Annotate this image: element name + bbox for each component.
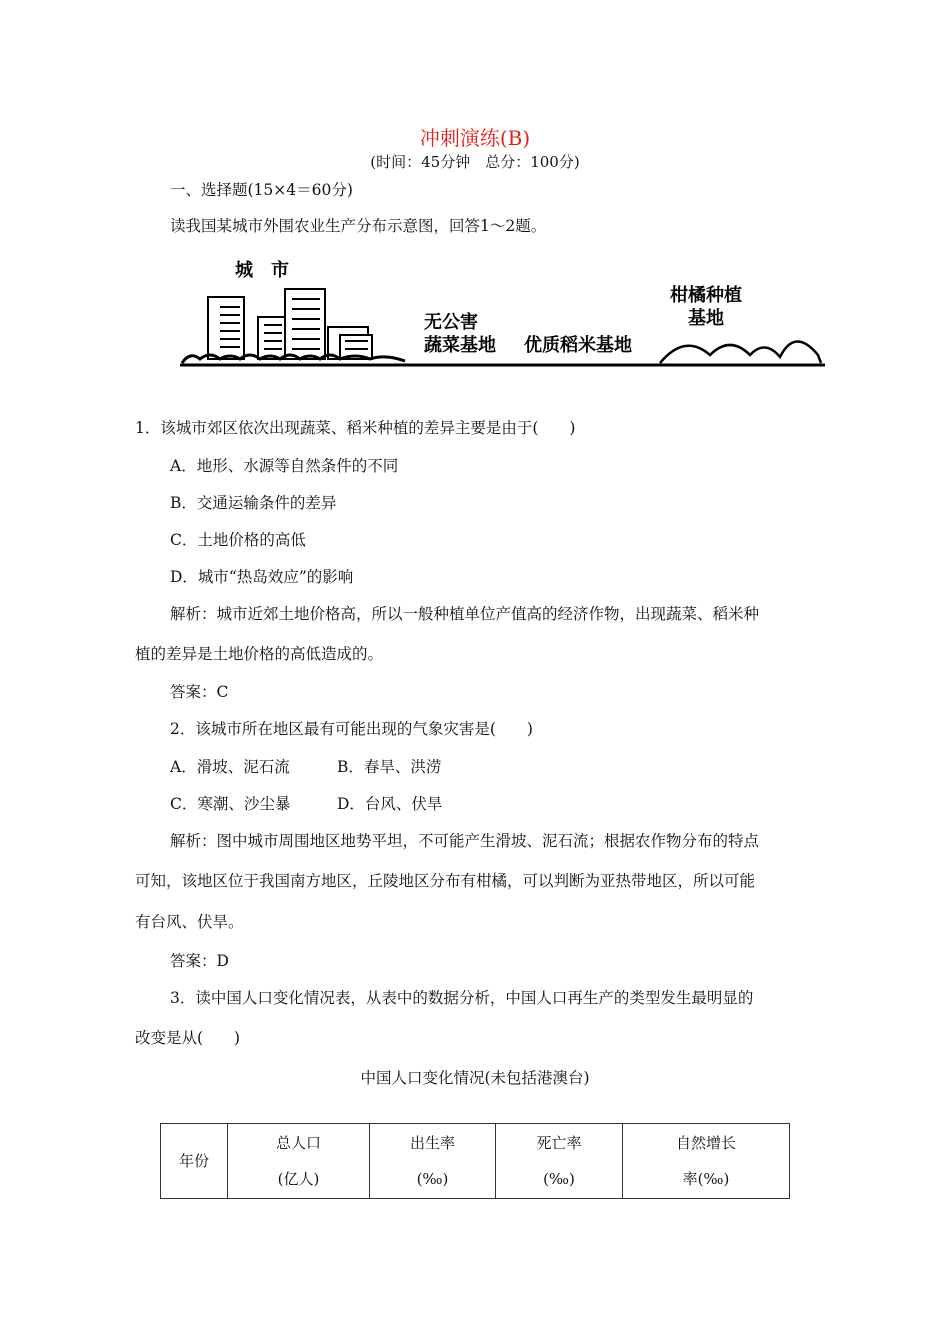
q1-analysis-line2: 植的差异是土地价格的高低造成的。	[135, 645, 384, 663]
q1-option-c: C．土地价格的高低	[170, 531, 306, 549]
header-population: 总人口 (亿人)	[228, 1124, 370, 1199]
q1-option-d: D．城市“热岛效应”的影响	[170, 568, 354, 586]
section-intro: 读我国某城市外围农业生产分布示意图，回答1～2题。	[170, 217, 547, 235]
agriculture-diagram	[180, 255, 825, 370]
q2-analysis-line3: 有台风、伏旱。	[135, 913, 244, 931]
header-birth-rate: 出生率 (‰)	[370, 1124, 496, 1199]
building-2	[258, 317, 286, 359]
q2-analysis-line1: 解析：图中城市周围地区地势平坦，不可能产生滑坡、泥石流；根据农作物分布的特点	[170, 832, 760, 850]
q1-option-a: A．地形、水源等自然条件的不同	[170, 457, 399, 475]
vegetable-base-label-line2: 蔬菜基地	[424, 335, 496, 356]
page-title: 冲刺演练(B)	[419, 126, 531, 150]
q3-stem-line1: 3．读中国人口变化情况表，从表中的数据分析，中国人口再生产的类型发生最明显的	[170, 989, 754, 1007]
population-table	[160, 1123, 790, 1199]
q1-answer: 答案：C	[170, 683, 229, 701]
header-death-rate: 死亡率 (‰)	[496, 1124, 623, 1199]
rice-base-label: 优质稻米基地	[524, 335, 632, 356]
citrus-base-label-line2: 基地	[688, 308, 724, 329]
table-caption: 中国人口变化情况(未包括港澳台)	[360, 1069, 590, 1087]
q1-analysis-line1: 解析：城市近郊土地价格高，所以一般种植单位产值高的经济作物，出现蔬菜、稻米种	[170, 605, 760, 623]
q1-option-b: B．交通运输条件的差异	[170, 494, 337, 512]
page-subtitle: (时间：45分钟 总分：100分)	[370, 153, 580, 171]
q2-option-b: B．春旱、洪涝	[337, 758, 442, 776]
section-heading: 一、选择题(15×4＝60分)	[170, 181, 353, 199]
table-header-row	[161, 1124, 790, 1199]
q2-analysis-line2: 可知，该地区位于我国南方地区，丘陵地区分布有柑橘，可以判断为亚热带地区，所以可能	[135, 872, 756, 890]
header-year: 年份	[161, 1124, 228, 1199]
q2-option-a: A．滑坡、泥石流	[170, 758, 290, 776]
q2-answer: 答案：D	[170, 952, 229, 970]
q2-stem: 2．该城市所在地区最有可能出现的气象灾害是( )	[170, 720, 533, 738]
vegetable-base-label-line1: 无公害	[424, 312, 478, 333]
city-label: 城 市	[235, 260, 289, 281]
header-natural-growth-rate: 自然增长 率(‰)	[623, 1124, 790, 1199]
q2-option-d: D．台风、伏旱	[337, 795, 443, 813]
q1-stem: 1．该城市郊区依次出现蔬菜、稻米种植的差异主要是由于( )	[135, 419, 576, 437]
q2-option-c: C．寒潮、沙尘暴	[170, 795, 291, 813]
q3-stem-line2: 改变是从( )	[135, 1029, 241, 1047]
citrus-base-label-line1: 柑橘种植	[670, 285, 742, 306]
